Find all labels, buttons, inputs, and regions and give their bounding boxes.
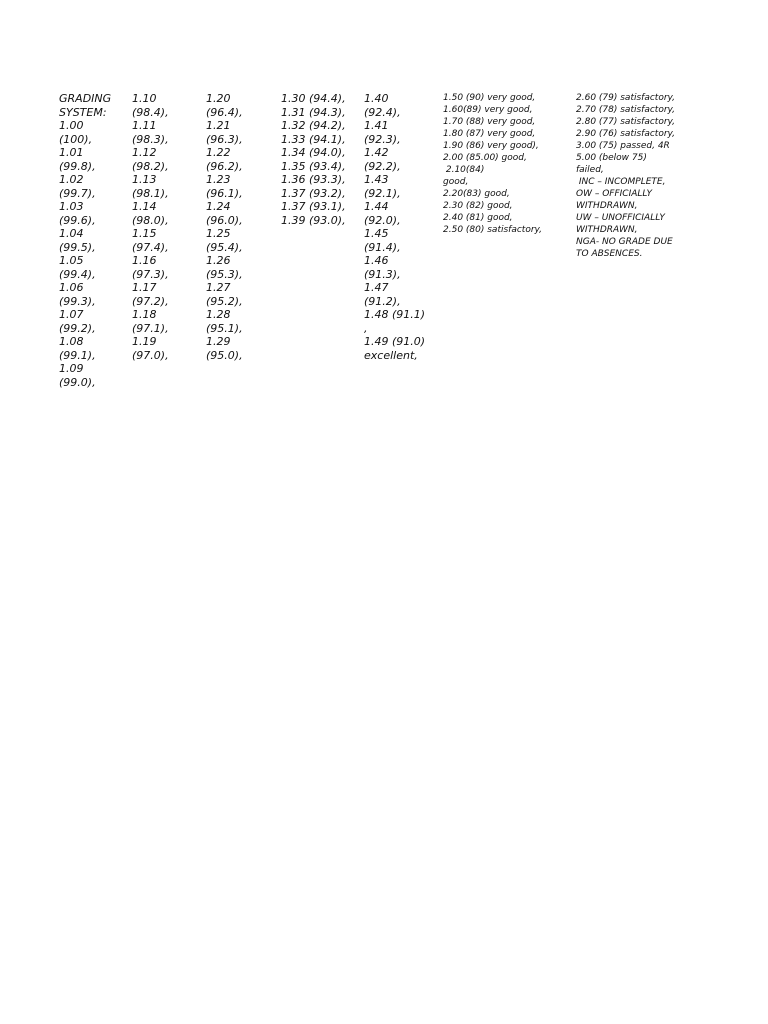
grading-line: (99.1), (59, 348, 96, 362)
grading-line: 1.04 (59, 227, 84, 240)
grading-line: 2.60 (79) satisfactory, (576, 93, 676, 103)
grading-line: , (364, 321, 368, 335)
grading-line: (96.1), (206, 186, 243, 200)
grading-line: (99.3), (59, 294, 96, 308)
grading-line: 1.43 (364, 173, 389, 186)
grading-line: (96.4), (206, 105, 243, 119)
grading-line: 1.19 (132, 335, 157, 348)
grading-line: 1.33 (94.1), (281, 132, 346, 146)
grading-line: (98.4), (132, 105, 169, 119)
grading-line: 1.37 (93.1), (281, 200, 346, 213)
grading-line: (100), (59, 132, 93, 146)
grading-line: 2.50 (80) satisfactory, (443, 225, 543, 235)
grading-line: (99.8), (59, 159, 96, 173)
grading-line: 1.35 (93.4), (281, 159, 346, 173)
grading-line: (92.0), (364, 213, 401, 227)
grading-line: 2.20(83) good, (443, 189, 510, 199)
grading-line: 1.02 (59, 173, 84, 186)
grading-line: (91.3), (364, 267, 401, 281)
grading-line: 1.15 (132, 227, 157, 240)
grading-line: (92.2), (364, 159, 401, 173)
grading-line: 1.05 (59, 254, 84, 267)
grading-line: (99.0), (59, 375, 96, 389)
grading-line: SYSTEM: (59, 105, 107, 119)
grading-line: 1.45 (364, 227, 389, 240)
grading-line: 1.37 (93.2), (281, 186, 346, 200)
grading-line: 5.00 (below 75) (576, 153, 647, 163)
grading-line: 1.90 (86) very good), (443, 141, 539, 151)
grading-line: 1.29 (206, 335, 231, 348)
grading-line: 1.21 (206, 119, 231, 132)
grading-line: (95.2), (206, 294, 243, 308)
grading-line: 2.90 (76) satisfactory, (576, 129, 676, 139)
grading-column-5 (364, 92, 425, 362)
grading-line: 1.11 (132, 119, 157, 132)
grading-line: (91.2), (364, 294, 401, 308)
grading-line: (95.4), (206, 240, 243, 254)
grading-line: 2.30 (82) good, (443, 201, 513, 211)
grading-line: 1.47 (364, 281, 389, 294)
grading-line: (97.4), (132, 240, 169, 254)
grading-line: (92.4), (364, 105, 401, 119)
grading-line: 1.12 (132, 146, 157, 159)
grading-line: (97.1), (132, 321, 169, 335)
grading-line: 1.03 (59, 200, 84, 213)
grading-line: (97.3), (132, 267, 169, 281)
grading-line: (99.2), (59, 321, 96, 335)
grading-column-1 (59, 92, 111, 389)
grading-line: TO ABSENCES. (576, 249, 643, 259)
grading-line: 1.32 (94.2), (281, 119, 346, 132)
grading-line: (95.0), (206, 348, 243, 362)
grading-line: (96.2), (206, 159, 243, 173)
grading-column-2 (132, 92, 169, 362)
grading-line: 1.06 (59, 281, 84, 294)
grading-line: GRADING (59, 92, 112, 105)
grading-line: NGA- NO GRADE DUE (576, 237, 673, 247)
grading-line: 1.13 (132, 173, 157, 186)
grading-line: (97.2), (132, 294, 169, 308)
grading-line: 3.00 (75) passed, 4R (576, 141, 670, 151)
grading-line: (99.4), (59, 267, 96, 281)
grading-line: 2.00 (85.00) good, (443, 153, 527, 163)
grading-line: 1.00 (59, 119, 84, 132)
grading-line: 1.23 (206, 173, 231, 186)
grading-line: 1.07 (59, 308, 84, 321)
grading-line: 1.22 (206, 146, 231, 159)
grading-line: excellent, (364, 348, 418, 362)
grading-line: failed, (576, 165, 604, 175)
grading-line: 1.49 (91.0) (364, 335, 426, 348)
grading-line: 1.40 (364, 92, 389, 105)
grading-line: 2.10(84) (443, 165, 485, 175)
grading-line: 1.01 (59, 146, 84, 159)
grading-line: 1.17 (132, 281, 157, 294)
grading-line: (98.1), (132, 186, 169, 200)
grading-line: WITHDRAWN, (576, 225, 638, 235)
grading-line: 1.24 (206, 200, 231, 213)
grading-line: 2.80 (77) satisfactory, (576, 117, 676, 127)
grading-line: UW – UNOFFICIALLY (576, 213, 665, 223)
grading-line: 1.80 (87) very good, (443, 129, 536, 139)
grading-line: 1.09 (59, 362, 84, 375)
grading-line: 1.42 (364, 146, 389, 159)
grading-line: 1.25 (206, 227, 231, 240)
grading-line: (95.3), (206, 267, 243, 281)
grading-line: 1.48 (91.1) (364, 308, 426, 321)
grading-line: 1.44 (364, 200, 389, 213)
grading-line: 1.27 (206, 281, 231, 294)
grading-line: 1.10 (132, 92, 157, 105)
grading-line: 1.18 (132, 308, 157, 321)
grading-line: 1.14 (132, 200, 157, 213)
grading-line: 1.60(89) very good, (443, 105, 533, 115)
grading-line: 1.46 (364, 254, 389, 267)
grading-line: (98.2), (132, 159, 169, 173)
grading-line: 1.30 (94.4), (281, 92, 346, 105)
grading-line: (97.0), (132, 348, 169, 362)
grading-line: (98.0), (132, 213, 169, 227)
grading-line: 1.41 (364, 119, 389, 132)
grading-line: (91.4), (364, 240, 401, 254)
grading-line: (96.0), (206, 213, 243, 227)
grading-line: (92.1), (364, 186, 401, 200)
grading-line: WITHDRAWN, (576, 201, 638, 211)
grading-line: good, (443, 177, 469, 187)
grading-line: 1.50 (90) very good, (443, 93, 536, 103)
grading-column-4 (281, 92, 346, 227)
grading-line: 1.20 (206, 92, 231, 105)
grading-line: (96.3), (206, 132, 243, 146)
grading-column-7 (576, 92, 675, 260)
grading-line: 1.34 (94.0), (281, 146, 346, 159)
grading-line: (99.6), (59, 213, 96, 227)
grading-line: 1.16 (132, 254, 157, 267)
grading-column-3 (206, 92, 243, 362)
grading-line: 1.36 (93.3), (281, 173, 346, 186)
grading-line: INC – INCOMPLETE, (576, 177, 666, 187)
grading-line: 1.39 (93.0), (281, 213, 346, 227)
grading-line: (99.7), (59, 186, 96, 200)
grading-line: 2.40 (81) good, (443, 213, 513, 223)
grading-line: 1.28 (206, 308, 231, 321)
grading-line: 1.26 (206, 254, 231, 267)
grading-line: 1.31 (94.3), (281, 105, 346, 119)
grading-line: 2.70 (78) satisfactory, (576, 105, 676, 115)
grading-line: (95.1), (206, 321, 243, 335)
grading-line: 1.70 (88) very good, (443, 117, 536, 127)
grading-line: OW – OFFICIALLY (576, 189, 653, 199)
grading-line: (92.3), (364, 132, 401, 146)
grading-line: (99.5), (59, 240, 96, 254)
grading-line: (98.3), (132, 132, 169, 146)
grading-line: 1.08 (59, 335, 84, 348)
grading-column-6 (443, 92, 542, 236)
